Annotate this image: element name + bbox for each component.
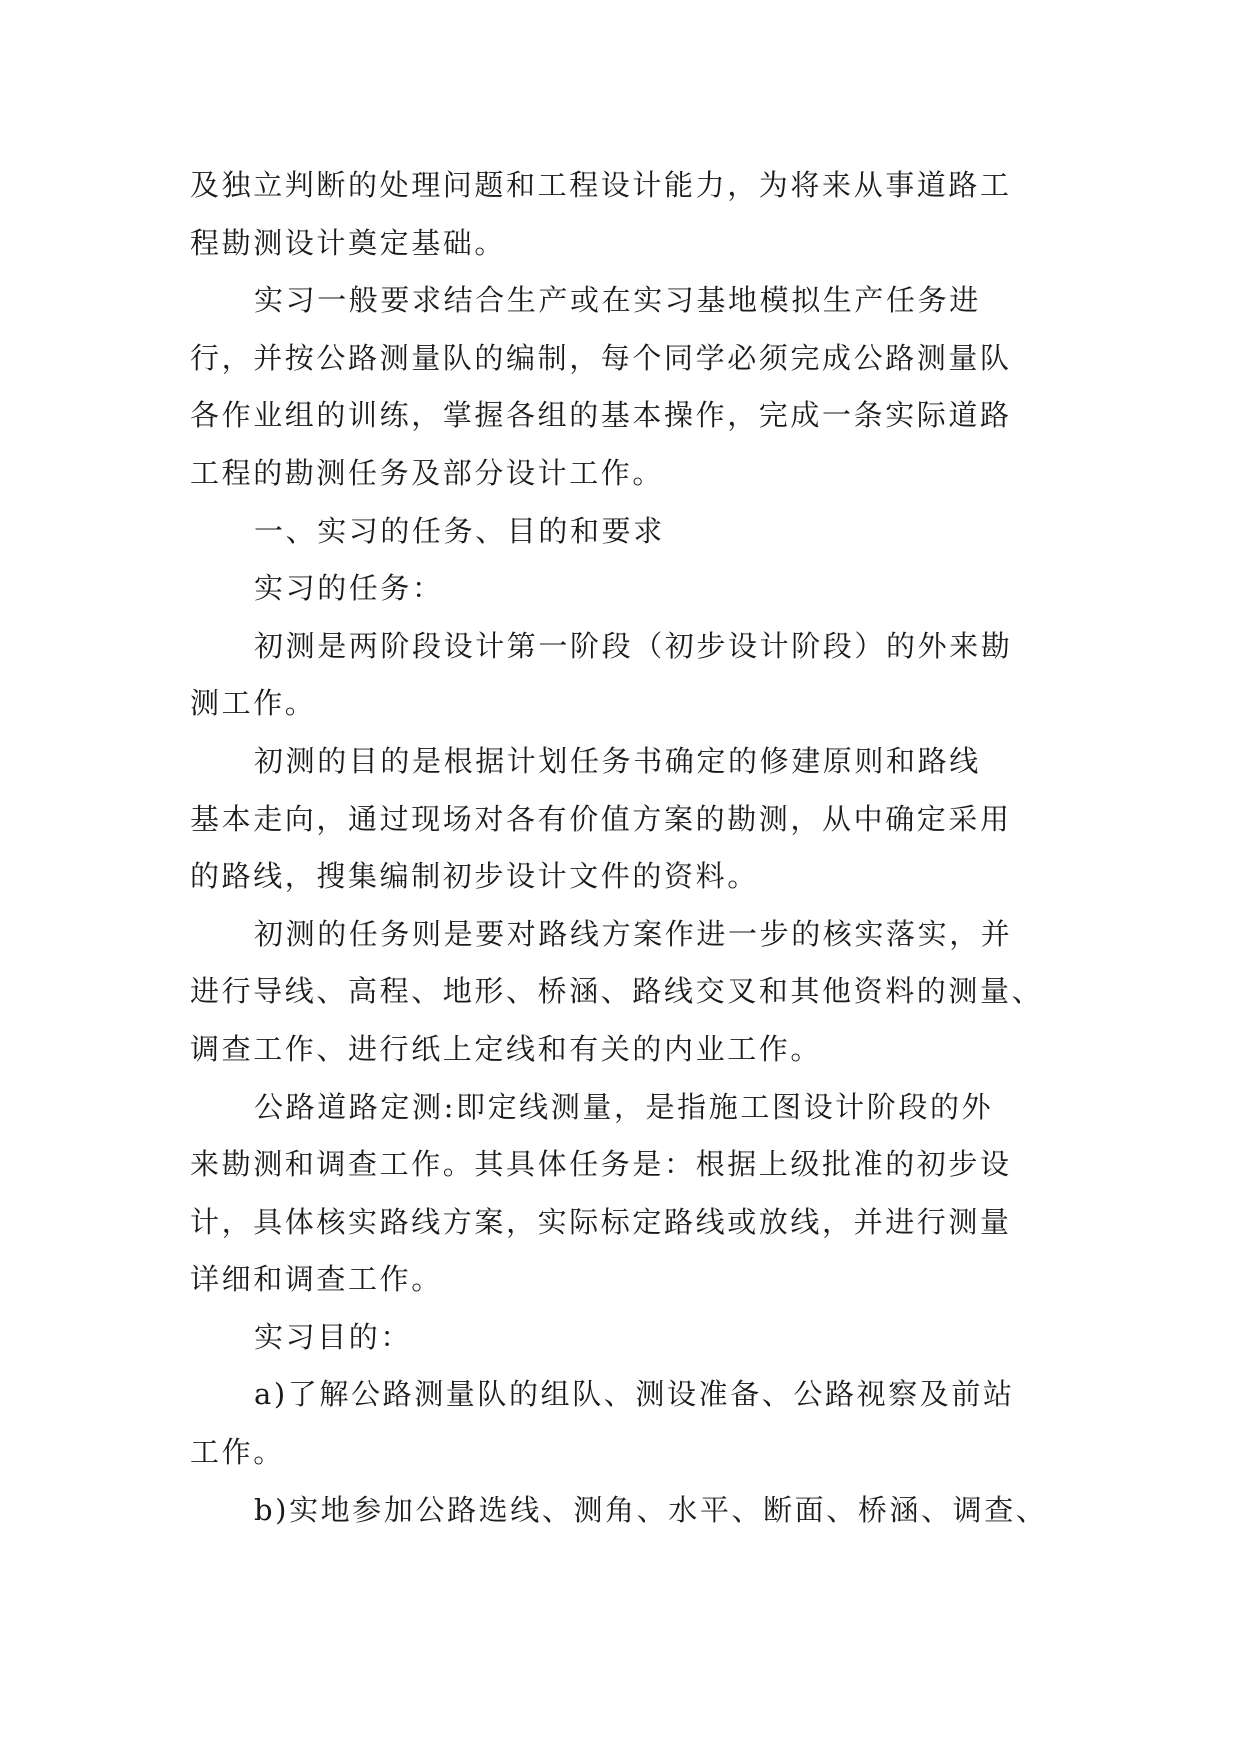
list-item-continuation: 工作。 bbox=[190, 1435, 285, 1470]
list-item: a)了解公路测量队的组队、测设准备、公路视察及前站 bbox=[254, 1377, 1015, 1412]
text-line: 及独立判断的处理问题和工程设计能力，为将来从事道路工 bbox=[190, 168, 1012, 202]
text-line: 的路线，搜集编制初步设计文件的资料。 bbox=[190, 859, 759, 894]
text-line: 程勘测设计奠定基础。 bbox=[190, 225, 507, 260]
subheading: 实习目的： bbox=[254, 1319, 413, 1354]
list-item: b)实地参加公路选线、测角、水平、断面、桥涵、调查、 bbox=[254, 1492, 1048, 1527]
subheading: 实习的任务： bbox=[254, 571, 444, 606]
text-line: 公路道路定测:即定线测量，是指施工图设计阶段的外 bbox=[254, 1089, 994, 1124]
text-line: 各作业组的训练，掌握各组的基本操作，完成一条实际道路 bbox=[190, 398, 1012, 433]
text-line: 初测的目的是根据计划任务书确定的修建原则和路线 bbox=[254, 743, 981, 778]
text-line: 初测的任务则是要对路线方案作进一步的核实落实，并 bbox=[254, 916, 1013, 951]
text-line: 详细和调查工作。 bbox=[190, 1262, 443, 1297]
text-line: 来勘测和调查工作。其具体任务是：根据上级批准的初步设 bbox=[190, 1147, 1012, 1182]
text-line: 实习一般要求结合生产或在实习基地模拟生产任务进 bbox=[254, 283, 981, 318]
text-line: 计，具体核实路线方案，实际标定路线或放线，并进行测量 bbox=[190, 1204, 1012, 1239]
text-line: 调查工作、进行纸上定线和有关的内业工作。 bbox=[190, 1031, 823, 1066]
text-line: 基本走向，通过现场对各有价值方案的勘测，从中确定采用 bbox=[190, 801, 1012, 836]
document-body bbox=[190, 157, 1050, 1539]
text-line: 工程的勘测任务及部分设计工作。 bbox=[190, 455, 665, 490]
text-line: 初测是两阶段设计第一阶段（初步设计阶段）的外来勘 bbox=[254, 628, 1013, 663]
text-line: 进行导线、高程、地形、桥涵、路线交叉和其他资料的测量、 bbox=[190, 974, 1044, 1009]
section-heading: 一、实习的任务、目的和要求 bbox=[254, 513, 665, 548]
text-line: 行，并按公路测量队的编制，每个同学必须完成公路测量队 bbox=[190, 340, 1012, 375]
text-line: 测工作。 bbox=[190, 686, 317, 721]
